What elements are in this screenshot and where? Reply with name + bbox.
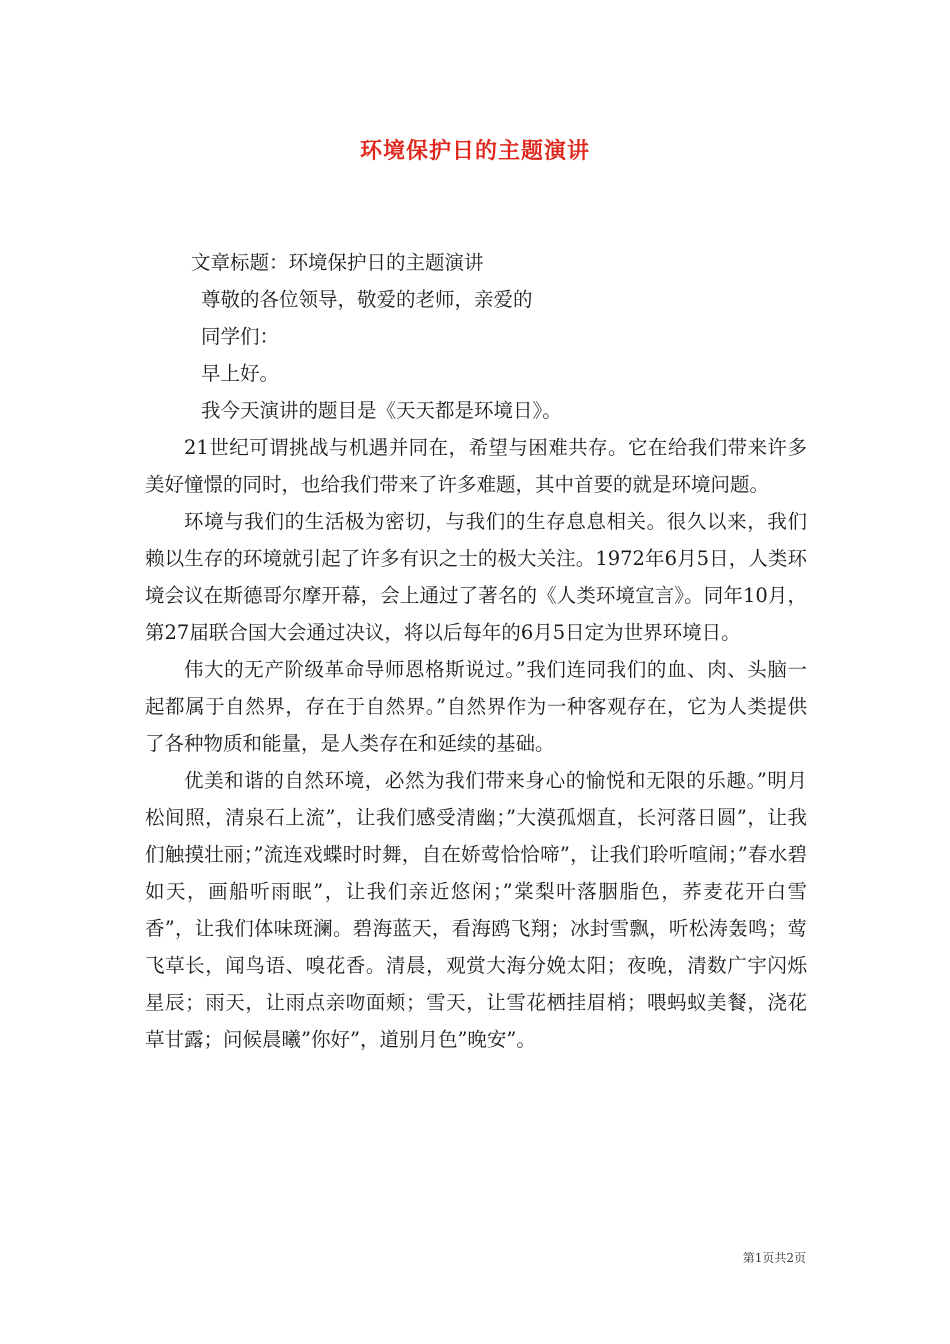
page-indicator: 第1页共2页: [742, 1251, 806, 1265]
document-title: 环境保护日的主题演讲: [359, 138, 590, 164]
paragraph: 伟大的无产阶级革命导师恩格斯说过。”我们连同我们的血、肉、头脑一起都属于自然界，存在于自然界。”自然界作为一种客观存在，它为人类提供了各种物质和能量，是人类存在和延续的基础。: [145, 658, 807, 755]
paragraph: 环境与我们的生活极为密切，与我们的生存息息相关。很久以来，我们赖以生存的环境就引起了许多有识之士的极大关注。1972年6月5日，人类环境会议在斯德哥尔摩开幕，会上通过了著名的《人类环境宣言》。同年10月，第27届联合国大会通过决议，将以后每年的6月5日定为世界环境日。: [145, 510, 807, 644]
article-title-line: 文章标题：环境保护日的主题演讲: [191, 251, 484, 274]
document-body: [145, 244, 807, 1058]
greeting-line: 同学们：: [201, 325, 280, 348]
paragraph: 21世纪可谓挑战与机遇并同在，希望与困难共存。它在给我们带来许多美好憧憬的同时，也给我们带来了许多难题，其中首要的就是环境问题。: [145, 436, 807, 496]
speech-topic-line: 我今天演讲的题目是《天天都是环境日》。: [201, 399, 562, 422]
greeting-line: 尊敬的各位领导，敬爱的老师，亲爱的: [201, 288, 533, 311]
paragraph: 优美和谐的自然环境，必然为我们带来身心的愉悦和无限的乐趣。”明月松间照，清泉石上流”，让我们感受清幽；”大漠孤烟直，长河落日圆”，让我们触摸壮丽；”流连戏蝶时时舞，自在娇莺恰恰啼”，让我们聆听喧闹；”春水碧如天，画船听雨眠”，让我们亲近悠闲；”棠梨叶落胭脂色，荞麦花开白雪香”，让我们体味斑澜。碧海蓝天，看海鸥飞翔；冰封雪飘，听松涛轰鸣；莺飞草长，闻鸟语、嗅花香。清晨，观赏大海分娩太阳；夜晚，清数广宇闪烁星辰；雨天，让雨点亲吻面颊；雪天，让雪花栖挂眉梢；喂蚂蚁美餐，浇花草甘露；问候晨曦”你好”，道别月色”晚安”。: [145, 769, 807, 1051]
greeting-line: 早上好。: [201, 362, 280, 385]
